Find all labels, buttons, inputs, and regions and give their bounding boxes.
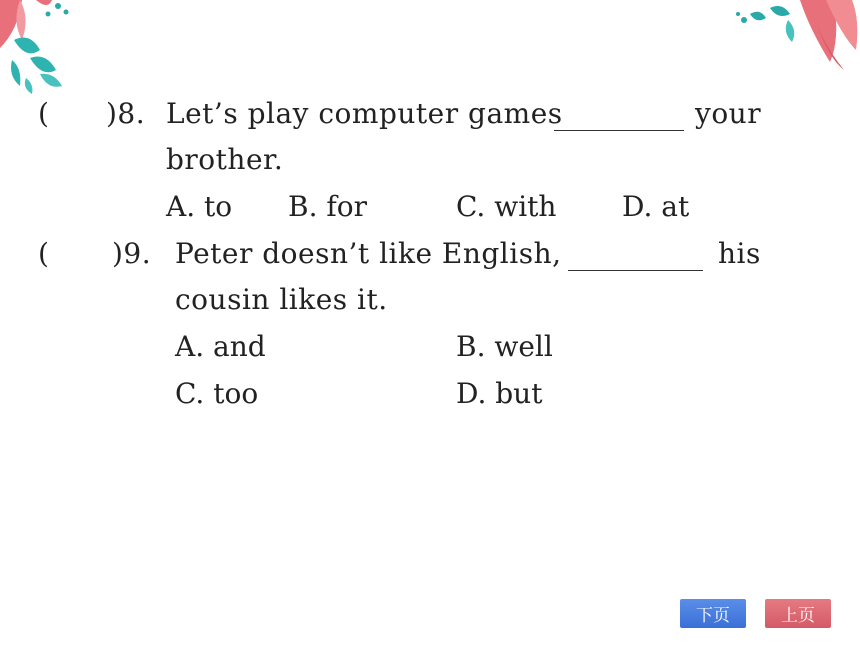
answer-paren-open: ( [38, 237, 50, 270]
next-page-button[interactable]: 下页 [680, 599, 746, 628]
answer-paren-open: ( [38, 97, 50, 130]
option-b: B. well [456, 330, 553, 363]
question-stem-continued: his [718, 237, 761, 270]
question-stem-continued: your [695, 97, 762, 130]
option-d: D. at [622, 190, 690, 223]
floral-decoration-left [0, 0, 90, 95]
question-stem: Peter doesn’t like English, [175, 237, 562, 270]
floral-decoration-right [730, 0, 860, 75]
previous-page-button[interactable]: 上页 [765, 599, 831, 628]
option-a: A. to [166, 190, 233, 223]
question-number: )8. [106, 97, 146, 130]
option-c: C. too [175, 377, 259, 410]
question-stem-line2: brother. [166, 143, 284, 176]
option-a: A. and [175, 330, 266, 363]
question-number: )9. [112, 237, 152, 270]
answer-blank [568, 270, 703, 271]
question-stem-line2: cousin likes it. [175, 283, 388, 316]
question-stem: Let’s play computer games [166, 97, 563, 130]
option-d: D. but [456, 377, 543, 410]
answer-blank [554, 130, 684, 131]
option-b: B. for [288, 190, 367, 223]
option-c: C. with [456, 190, 557, 223]
